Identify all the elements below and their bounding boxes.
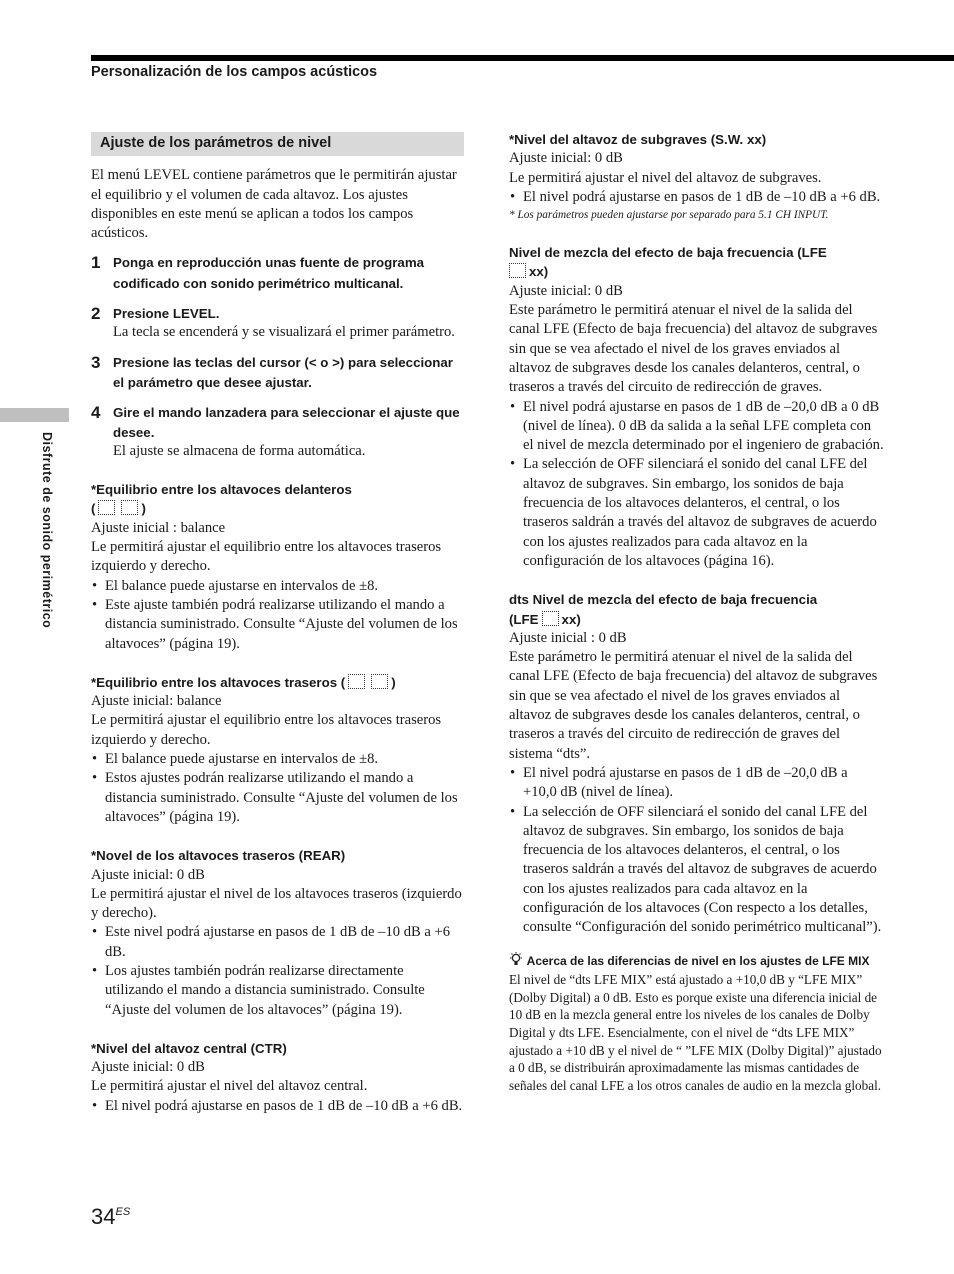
- initial-setting: Ajuste inicial: balance: [91, 693, 222, 710]
- initial-setting: Ajuste inicial: 0 dB: [91, 866, 205, 883]
- step-2: [91, 304, 464, 343]
- lfe-mix-title: Nivel de mezcla del efecto de baja frecuencia (LFE xx): [509, 245, 827, 280]
- page-number: $34^{ES}$: [91, 1204, 131, 1229]
- right-column: [509, 130, 884, 1095]
- tip-text: El nivel de “dts LFE MIX” está ajustado a +10,0 dB y “LFE MIX” (Dolby Digital) a 0 dB. Esto es porque existe una diferencia inicial de 10 dB en la mezcla general entre los niveles de los canales de Dolby Digital y dts LFE. Esencialmente, con el nivel de “dts LFE MIX” ajustado a +10 dB y el nivel de “ ”LFE MIX (Dolby Digital)” ajustado a 0 dB, se distribuirán aproximadamente las mismas cantidades de señales del canal LFE a los otros canales de audio en la mezcla global.: [509, 971, 882, 1094]
- bullet-item: • El nivel podrá ajustarse en pasos de 1 dB de –20,0 dB a 0 dB (nivel de línea). 0 dB da salida a la señal LFE completa con el nivel de mezcla determinado por el ingeniero de grabación.: [509, 398, 884, 456]
- step-detail: El ajuste se almacena de forma automática.: [113, 442, 366, 459]
- step-1: [91, 253, 464, 294]
- step-instruction: Gire el mando lanzadera para seleccionar el ajuste que desee.: [113, 405, 460, 440]
- initial-setting: Ajuste inicial: 0 dB: [509, 282, 623, 299]
- side-tab-marker: [0, 408, 69, 422]
- step-3: [91, 353, 464, 394]
- subwoofer-level-title: *Nivel del altavoz de subgraves (S.W. xx): [509, 132, 767, 147]
- description: Este parámetro le permitirá atenuar el nivel de la salida del canal LFE (Efecto de baja frecuencia) del altavoz de subgraves sin que se vea afectado el nivel de los graves enviados al altavoz de subgraves desde los canales delanteros, central, o traseros a través del circuito de redirección de graves.: [509, 302, 878, 396]
- initial-setting: Ajuste inicial : 0 dB: [509, 629, 627, 646]
- step-instruction: Ponga en reproducción unas fuente de programa codificado con sonido perimétrico multicanal.: [113, 255, 425, 291]
- description: Le permitirá ajustar el nivel del altavoz central.: [91, 1078, 368, 1095]
- front-balance-title: *Equilibrio entre los altavoces delanteros ( ): [91, 482, 352, 517]
- description: Le permitirá ajustar el equilibrio entre los altavoces traseros izquierdo y derecho.: [91, 539, 442, 575]
- top-rule: [91, 55, 954, 61]
- step-number: 2: [91, 304, 101, 324]
- description: Le permitirá ajustar el nivel de los altavoces traseros (izquierdo y derecho).: [91, 885, 462, 922]
- step-detail: La tecla se encenderá y se visualizará el primer parámetro.: [113, 324, 455, 341]
- speaker-icon: [348, 674, 365, 689]
- step-number: 4: [91, 403, 101, 423]
- step-4: [91, 403, 464, 461]
- description: Este parámetro le permitirá atenuar el nivel de la salida del canal LFE (Efecto de baja frecuencia) del altavoz de subgraves sin que se vea afectado el nivel de los graves enviados al altavoz de subgraves desde los canales delanteros, central, o traseros a través del circuito de redirección de graves del sistema “dts”.: [509, 649, 878, 762]
- tip-title: Acerca de las diferencias de nivel en los ajustes de LFE MIX: [526, 953, 870, 968]
- bullet-item: • La selección de OFF silenciará el sonido del canal LFE del altavoz de subgraves. Sin embargo, los sonidos de baja frecuencia de los altavoces delanteros, el central, o los traseros saldrán a través del altavoz de subgraves de acuerdo con los ajustes realizados para cada altavoz en la configuración de los altavoces (página 16).: [509, 455, 884, 571]
- page-header: Personalización de los campos acústicos: [91, 64, 378, 80]
- side-chapter-label: Disfrute de sonido perimétrico: [40, 432, 54, 629]
- bullet-item: • El nivel podrá ajustarse en pasos de 1 dB de –20,0 dB a +10,0 dB (nivel de línea).: [509, 764, 884, 803]
- description: Le permitirá ajustar el nivel del altavoz de subgraves.: [509, 169, 822, 186]
- rear-balance-block: [91, 673, 464, 827]
- description: Le permitirá ajustar el equilibrio entre los altavoces traseros izquierdo y derecho.: [91, 712, 442, 748]
- bullet-item: • El nivel podrá ajustarse en pasos de 1 dB de –10 dB a +6 dB.: [509, 188, 884, 207]
- speaker-icon: [371, 674, 388, 689]
- intro-paragraph: El menú LEVEL contiene parámetros que le permitirán ajustar el equilibrio y el volumen de cada altavoz. Los ajustes disponibles en este menú se aplican a todos los campos acústicos.: [91, 167, 457, 242]
- step-number: 3: [91, 352, 101, 372]
- section-title: Ajuste de los parámetros de nivel: [91, 132, 464, 156]
- rear-balance-title: *Equilibrio entre los altavoces traseros ( ): [91, 674, 396, 690]
- bullet-item: • Los ajustes también podrán realizarse directamente utilizando el mando a distancia suministrado. Consulte “Ajuste del volumen de los altavoces” (página 19).: [91, 962, 464, 1020]
- footnote: * Los parámetros pueden ajustarse por separado para 5.1 CH INPUT.: [509, 209, 829, 222]
- initial-setting: Ajuste inicial : balance: [91, 519, 226, 536]
- rear-level-block: [91, 846, 464, 1020]
- step-instruction: Presione LEVEL.: [113, 306, 220, 322]
- step-number: 1: [91, 253, 101, 273]
- rear-level-title: *Novel de los altavoces traseros (REAR): [91, 848, 346, 864]
- dts-lfe-block: [509, 590, 884, 937]
- subwoofer-level-block: [509, 130, 884, 224]
- speaker-icon: [121, 500, 138, 515]
- speaker-icon: [98, 500, 115, 515]
- step-instruction: Presione las teclas del cursor (< o >) para seleccionar el parámetro que desee ajustar.: [113, 354, 453, 390]
- bullet-item: • El balance puede ajustarse en intervalos de ±8.: [91, 577, 464, 596]
- bullet-item: • El balance puede ajustarse en intervalos de ±8.: [91, 750, 464, 769]
- bullet-item: • Este ajuste también podrá realizarse utilizando el mando a distancia suministrado. Consulte “Ajuste del volumen de los altavoces” (página 19).: [91, 596, 464, 654]
- subwoofer-icon: [542, 611, 559, 626]
- lightbulb-icon: [509, 952, 523, 967]
- center-level-block: [91, 1039, 464, 1116]
- initial-setting: Ajuste inicial: 0 dB: [509, 150, 623, 167]
- lfe-mix-block: [509, 243, 884, 571]
- bullet-item: • La selección de OFF silenciará el sonido del canal LFE del altavoz de subgraves. Sin embargo, los sonidos de baja frecuencia de los altavoces delanteros, el central, o los traseros saldrán a través del altavoz de subgraves de acuerdo con los ajustes realizados para cada altavoz en la configuración de los altavoces (Con respecto a los detalles, consulte “Configuración del sonido perimétrico multicanal”).: [509, 803, 884, 938]
- bullet-item: • Este nivel podrá ajustarse en pasos de 1 dB de –10 dB a +6 dB.: [91, 923, 464, 962]
- initial-setting: Ajuste inicial: 0 dB: [91, 1059, 205, 1076]
- tip-block: [509, 952, 884, 1095]
- subwoofer-icon: [509, 263, 526, 278]
- dts-lfe-title: dts Nivel de mezcla del efecto de baja frecuencia (LFE xx): [509, 592, 818, 627]
- left-column: [91, 132, 464, 1116]
- front-balance-block: [91, 480, 464, 654]
- bullet-item: • Estos ajustes podrán realizarse utilizando el mando a distancia suministrado. Consulte “Ajuste del volumen de los altavoces” (página 19).: [91, 769, 464, 827]
- center-level-title: *Nivel del altavoz central (CTR): [91, 1040, 287, 1056]
- tip-title-row: [509, 952, 884, 971]
- bullet-item: • El nivel podrá ajustarse en pasos de 1 dB de –10 dB a +6 dB.: [91, 1097, 464, 1116]
